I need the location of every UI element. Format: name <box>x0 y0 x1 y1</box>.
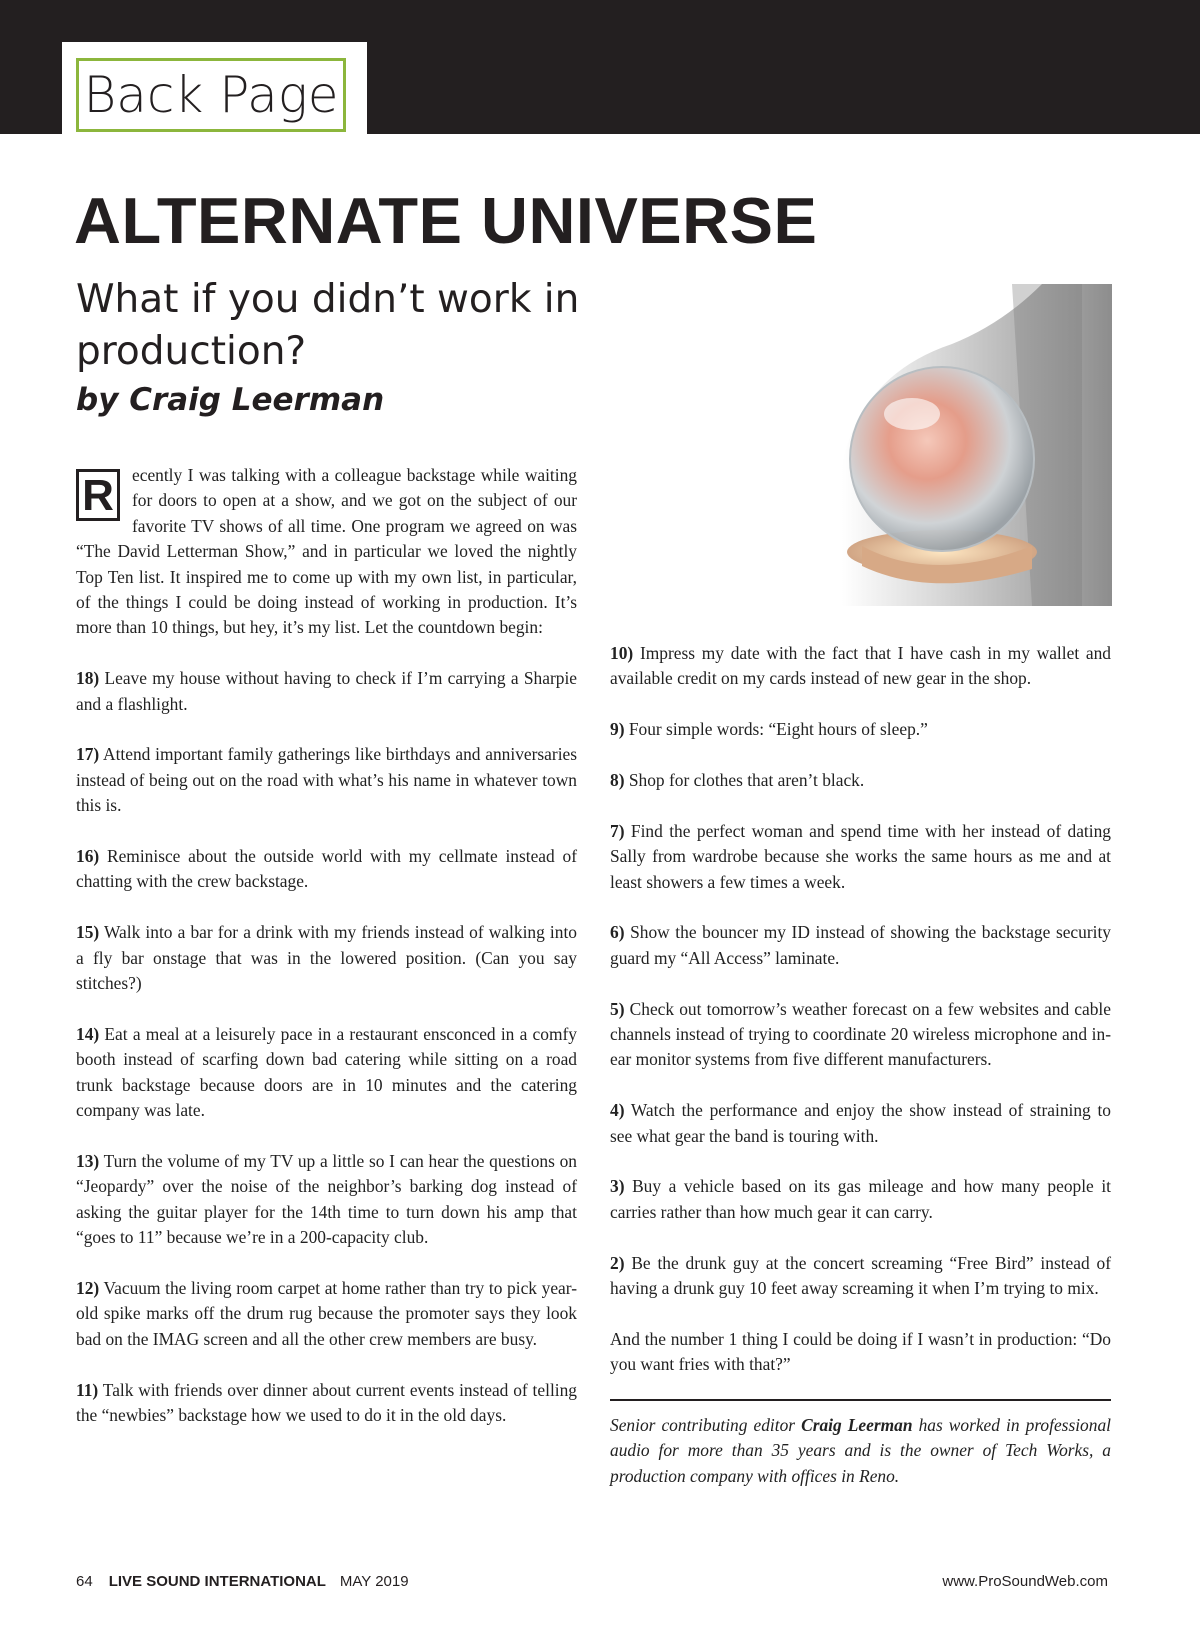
author-bio <box>610 1413 1111 1489</box>
item-text: Attend important family gatherings like birthdays and anniversaries instead of being out on the road with what’s his name in whatever town this is. <box>76 744 578 816</box>
item-text: Show the bouncer my ID instead of showing the backstage security guard my “All Access” laminate. <box>610 922 1111 968</box>
list-item <box>610 717 1111 742</box>
list-item <box>610 819 1111 895</box>
bio-lead: Senior contributing editor <box>610 1415 796 1436</box>
item-number: 5) <box>610 998 625 1019</box>
item-number: 7) <box>610 820 625 841</box>
list-item <box>610 1251 1111 1302</box>
footer-folio <box>76 1573 409 1590</box>
item-text: Vacuum the living room carpet at home rather than try to pick year-old spike marks off the drum rug because the promoter says they look bad on the IMAG screen and all the other crew members are busy. <box>76 1277 577 1349</box>
list-item <box>610 997 1111 1073</box>
item-number: 15) <box>76 922 100 943</box>
item-number: 18) <box>76 668 100 689</box>
crystal-ball-photo <box>782 284 1112 606</box>
list-item <box>76 1378 577 1429</box>
list-item <box>76 1149 577 1251</box>
drop-cap: R <box>76 469 120 521</box>
list-item <box>76 1276 577 1352</box>
page-number: 64 <box>76 1573 93 1590</box>
item-text: Talk with friends over dinner about current events instead of telling the “newbies” backstage how we used to do it in the old days. <box>76 1379 577 1425</box>
item-text: Buy a vehicle based on its gas mileage and how many people it carries rather than how much gear it can carry. <box>610 1176 1111 1222</box>
list-item <box>76 844 577 895</box>
crystal-ball-illustration <box>782 284 1112 606</box>
item-number: 4) <box>610 1100 625 1121</box>
item-number: 17) <box>76 744 100 765</box>
intro-text: ecently I was talking with a colleague backstage while waiting for doors to open at a show, and we got on the subject of our favorite TV shows of all time. One program we agreed on was “The David Letterman Show,” and in particular we loved the nightly Top Ten list. It inspired me to come up with my own list, in particular, of the things I could be doing instead of working in production. It’s more than 10 things, but hey, it’s my list. Let the countdown begin: <box>76 465 577 638</box>
bio-text: has worked in professional audio for more than 35 years and is the owner of Tech Works, a production company with offices in Reno. <box>610 1415 1111 1486</box>
article-deck: What if you didn’t work in production? <box>76 277 580 374</box>
item-text: Watch the performance and enjoy the show instead of straining to see what gear the band is touring with. <box>610 1100 1111 1146</box>
list-item <box>76 1022 577 1124</box>
list-item <box>610 1174 1111 1225</box>
footer-website[interactable]: www.ProSoundWeb.com <box>942 1573 1108 1590</box>
item-text: Turn the volume of my TV up a little so I can hear the questions on “Jeopardy” over the noise of the neighbor’s barking dog instead of asking the guitar player for the 14th time to turn down his amp that “goes to 11” because we’re in a 200-capacity club. <box>76 1150 577 1248</box>
list-item <box>610 1098 1111 1149</box>
list-item <box>76 666 577 717</box>
publication-name: LIVE SOUND INTERNATIONAL <box>108 1573 326 1590</box>
right-column <box>610 641 1111 1515</box>
list-item <box>76 742 577 818</box>
item-number: 12) <box>76 1277 100 1298</box>
intro-paragraph <box>76 463 577 641</box>
item-number: 16) <box>76 846 100 867</box>
item-text: Be the drunk guy at the concert screaming “Free Bird” instead of having a drunk guy 10 feet away screaming it when I’m trying to mix. <box>610 1252 1111 1299</box>
item-number: 6) <box>610 922 625 943</box>
bio-author-name: Craig Leerman <box>801 1415 913 1436</box>
issue-date: MAY 2019 <box>339 1573 409 1590</box>
item-text: Four simple words: “Eight hours of sleep.” <box>628 719 928 740</box>
list-item <box>610 920 1111 971</box>
item-text: Eat a meal at a leisurely pace in a restaurant ensconced in a comfy booth instead of scarfing down bad catering while sitting on a road trunk backstage because doors are in 10 minutes and the catering company was late. <box>76 1023 577 1121</box>
item-number: 10) <box>610 643 634 663</box>
item-number: 14) <box>76 1023 100 1044</box>
list-item <box>610 641 1111 692</box>
item-text: Shop for clothes that aren’t black. <box>628 770 865 790</box>
item-text: Leave my house without having to check if I’m carrying a Sharpie and a flashlight. <box>76 668 577 714</box>
item-number: 13) <box>76 1150 100 1171</box>
item-text: Reminisce about the outside world with my cellmate instead of chatting with the crew backstage. <box>76 846 577 892</box>
item-number: 8) <box>610 770 625 790</box>
article-byline: by Craig Leerman <box>76 382 385 418</box>
article-headline: ALTERNATE UNIVERSE <box>74 184 818 257</box>
item-text: Check out tomorrow’s weather forecast on a few websites and cable channels instead of trying to coordinate 20 wireless microphone and in-ear monitor systems from five different manufacturers. <box>610 998 1111 1070</box>
item-number: 2) <box>610 1252 625 1273</box>
list-item <box>610 768 1111 793</box>
section-tab: Back Page <box>76 58 346 132</box>
item-text: Find the perfect woman and spend time with her instead of dating Sally from wardrobe because she works the same hours as me and at least showers a few times a week. <box>610 820 1111 892</box>
item-number: 11) <box>76 1379 99 1400</box>
bio-divider <box>610 1399 1111 1401</box>
list-item <box>76 920 577 996</box>
item-text: Impress my date with the fact that I have cash in my wallet and available credit on my cards instead of new gear in the shop. <box>610 643 1111 689</box>
closing-paragraph: And the number 1 thing I could be doing if I wasn’t in production: “Do you want fries with that?” <box>610 1328 1111 1375</box>
item-number: 9) <box>610 719 625 740</box>
item-text: Walk into a bar for a drink with my friends instead of walking into a fly bar onstage that was in the lowered position. (Can you say stitches?) <box>76 922 577 994</box>
item-number: 3) <box>610 1176 625 1197</box>
left-column <box>76 463 577 1454</box>
